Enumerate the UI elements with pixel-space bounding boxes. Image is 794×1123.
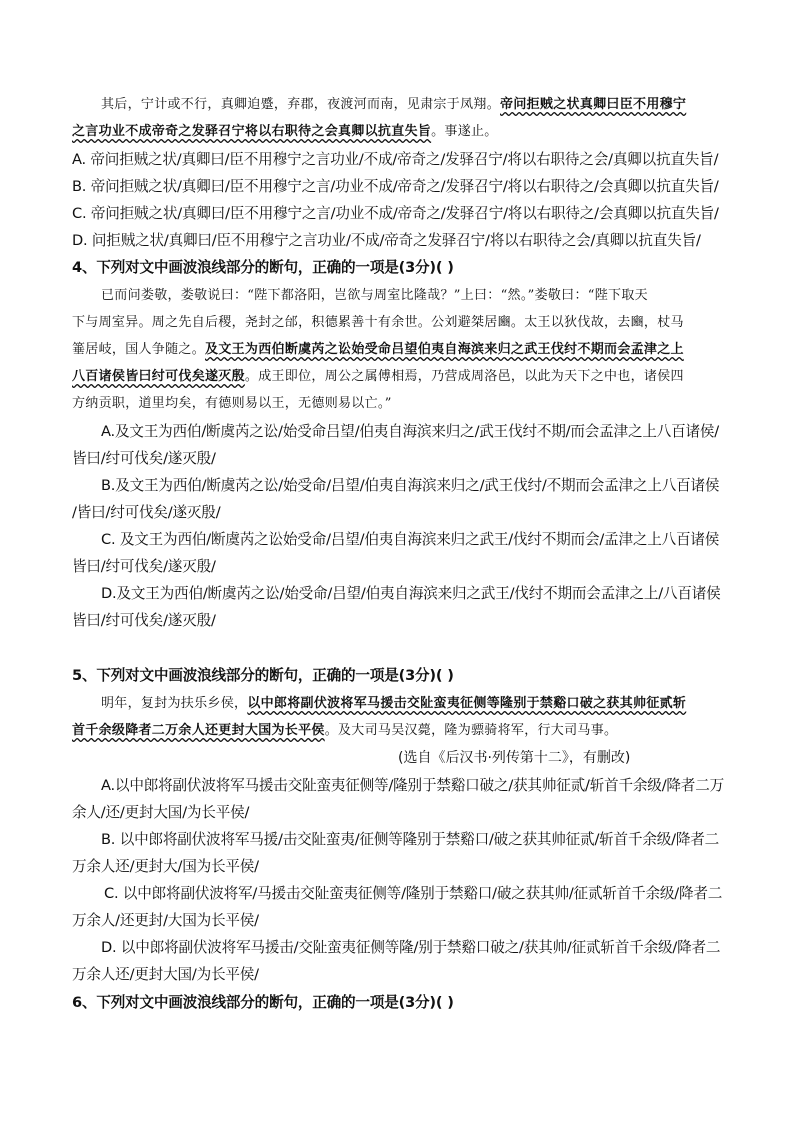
q5-option-d-line-1: D. 以中郎将副伏波将军马援击/交阯蛮夷征侧等隆/别于禁谿口破之/获其帅/征贰斩首千余级/降者二 [101,939,721,956]
q4-option-c-line-1: C. 及文王为西伯/断虞芮之讼始受命/吕望/伯夷自海滨来归之武王/伐纣不期而会/孟津之上八百诸侯 [101,531,720,548]
q4-passage-4-tail: 。成王即位，周公之属傅相焉，乃营成周洛邑，以此为天下之中也，诸侯四 [244,369,684,384]
q3-passage-wavy-2: 之言功业不成帝奇之发驿召宁将以右职待之会真卿以抗直失旨 [72,124,432,139]
q4-option-a-line-2: 皆曰/纣可伐矣/遂灭殷/ [72,450,216,467]
q4-option-b-line-1: B.及文王为西伯/断虞芮之讼/始受命/吕望/伯夷自海滨来归之/武王伐纣/不期而会孟津之上八百诸侯 [101,477,720,494]
q3-option-b: B. 帝问拒贼之状/真卿曰/臣不用穆宁之言/功业不成/帝奇之/发驿召宁/将以右职待之/会真卿以抗直失旨/ [72,178,719,195]
q5-option-b-line-1: B. 以中郎将副伏波将军马援/击交阯蛮夷/征侧等隆别于禁谿口/破之获其帅征贰/斩首千余级/降者二 [101,831,720,848]
q5-passage-line-1 [101,694,727,714]
q5-option-a-line-1: A.以中郎将副伏波将军马援击交阯蛮夷征侧等/隆别于禁谿口破之/获其帅征贰/斩首千余级/降者二万 [101,777,724,794]
q5-option-d-line-2: 万余人还/更封大国/为长平侯/ [72,966,259,983]
q5-passage-wavy-2: 首千余级降者二万余人还更封大国为长平侯 [72,723,325,738]
q3-option-c: C. 帝问拒贼之状/真卿曰/臣不用穆宁之言/功业不成/帝奇之/发驿召宁/将以右职待之/会真卿以抗直失旨/ [72,205,719,222]
q5-citation: (选自《后汉书·列传第十二》，有删改) [398,750,631,766]
q4-option-d-line-1: D.及文王为西伯/断虞芮之讼/始受命/吕望/伯夷自海滨来归之武王/伐纣不期而会孟津之上/八百诸侯 [101,585,721,602]
q4-option-b-line-2: /皆曰/纣可伐矣/遂灭殷/ [72,504,221,521]
q4-passage-line-5: 方纳贡职，道里均矣，有德则易以王，无德则易以亡。” [72,396,392,411]
q4-passage-line-3 [72,340,727,360]
q4-passage-wavy-1: 及文王为西伯断虞芮之讼始受命吕望伯夷自海滨来归之武王伐纣不期而会孟津之上 [205,342,684,357]
q4-passage-line-2: 下与周室异。周之先自后稷，尧封之邰，积德累善十有余世。公刘避桀居豳。太王以狄伐故，去豳，杖马 [72,315,684,330]
q5-passage-line-2 [72,721,727,741]
q3-option-d: D. 问拒贼之状/真卿曰/臣不用穆宁之言功业/不成/帝奇之发驿召宁/将以右职待之会/真卿以抗直失旨/ [72,232,701,249]
q3-passage-line-2 [72,122,727,142]
q3-option-a: A. 帝问拒贼之状/真卿曰/臣不用穆宁之言功业/不成/帝奇之/发驿召宁/将以右职待之会/真卿以抗直失旨/ [72,151,719,168]
q4-passage-line-1: 已而问娄敬，娄敬说曰：“陛下都洛阳，岂欲与周室比隆哉？”上曰：“然。”娄敬曰：“陛下取天 [101,288,648,303]
q4-passage-3: 箠居岐，国人争随之。 [72,342,206,357]
q4-passage-wavy-2: 八百诸侯皆曰纣可伐矣遂灭殷 [72,369,245,384]
q4-option-d-line-2: 皆曰/纣可伐矣/遂灭殷/ [72,612,216,629]
q5-passage-pre: 明年，复封为扶乐乡侯， [101,696,248,711]
q6-title: 6、下列对文中画波浪线部分的断句，正确的一项是(3分)( ) [72,994,454,1011]
q3-passage-line-1 [101,95,727,115]
q4-option-a-line-1: A.及文王为西伯/断虞芮之讼/始受命吕望/伯夷自海滨来归之/武王伐纣不期/而会孟津之上八百诸侯/ [101,423,720,440]
q5-title: 5、下列对文中画波浪线部分的断句，正确的一项是(3分)( ) [72,667,454,684]
q3-passage-pre: 其后，宁计或不行，真卿迫蹙，弃郡，夜渡河而南，见肃宗于凤翔。 [101,97,501,112]
q4-title: 4、下列对文中画波浪线部分的断句，正确的一项是(3分)( ) [72,259,454,276]
q4-passage-line-4 [72,367,727,387]
q4-option-c-line-2: 皆曰/纣可伐矣/遂灭殷/ [72,558,216,575]
q5-option-b-line-2: 万余人还/更封大/国为长平侯/ [72,858,259,875]
q5-option-a-line-2: 余人/还/更封大国/为长平侯/ [72,804,250,821]
q3-passage-wavy-1: 帝问拒贼之状真卿曰臣不用穆宁 [500,97,687,112]
q5-option-c-line-1: C. 以中郎将副伏波将军/马援击交阯蛮夷征侧等/隆别于禁谿口/破之获其帅/征贰斩首千余级/降者二 [104,885,723,902]
q3-passage-post: 。事遂止。 [431,124,498,139]
q5-passage-wavy-1: 以中郎将副伏波将军马援击交阯蛮夷征侧等隆别于禁谿口破之获其帅征贰斩 [247,696,687,711]
q5-option-c-line-2: 万余人/还更封/大国为长平侯/ [72,912,259,929]
q5-passage-post: 。及大司马吴汉薨，隆为骠骑将军，行大司马事。 [324,723,618,738]
